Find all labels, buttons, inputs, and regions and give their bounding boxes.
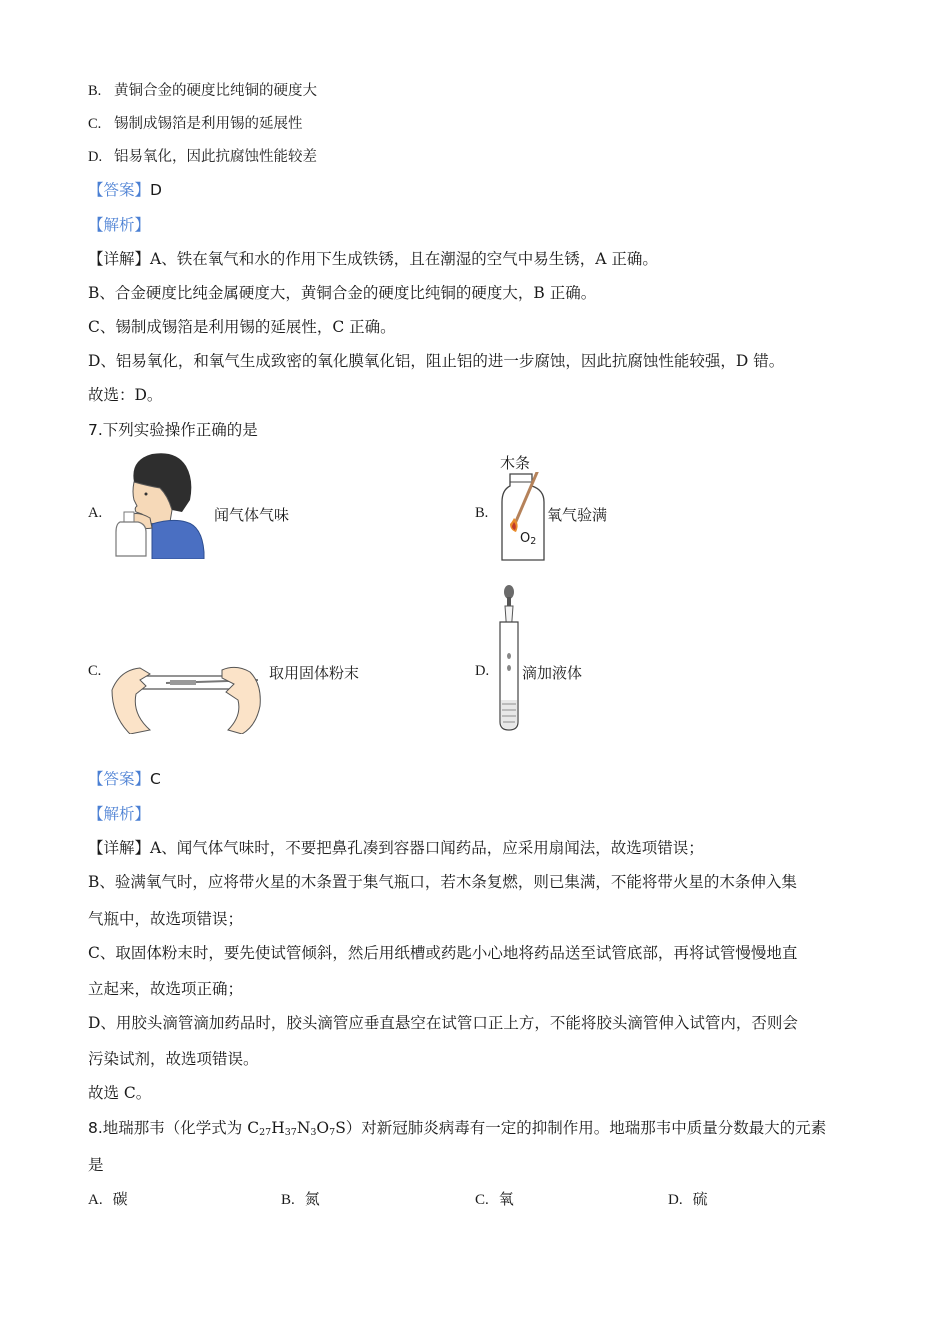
q8-choice-b: B. 氮 — [281, 1190, 320, 1208]
q8-stem: 8.地瑞那韦（化学式为 $C_{27}H_{37}N_3O_7S$）对新冠肺炎病毒有一定的抑制作用。地瑞那韦中质量分数最大的元素 — [88, 1119, 827, 1138]
option-key: D. — [88, 149, 103, 165]
question-number: 7. — [88, 421, 103, 439]
q7-conclusion: 故选 C。 — [88, 1084, 152, 1102]
solid-powder-figure — [110, 650, 265, 734]
q6-detail-line-3: C、锡制成锡箔是利用锡的延展性，C 正确。 — [88, 318, 396, 336]
option-key: B. — [88, 83, 102, 99]
q7-option-d-caption: 滴加液体 — [522, 664, 583, 682]
q8-stem-line-2: 是 — [88, 1156, 104, 1174]
q7-stem: 7.下列实验操作正确的是 — [88, 421, 258, 439]
q6-detail-line-2: B、合金硬度比纯金属硬度大，黄铜合金的硬度比纯铜的硬度大，B 正确。 — [88, 284, 597, 302]
option-text: 铝易氧化，因此抗腐蚀性能较差 — [114, 149, 317, 165]
q7-detail-line-1: 【详解】A、闻气体气味时，不要把鼻孔凑到容器口闻药品，应采用扇闻法，故选项错误； — [88, 839, 704, 857]
q7-detail-line-7: 污染试剂，故选项错误。 — [88, 1050, 259, 1068]
q7-detail-line-5: 立起来，故选项正确； — [88, 980, 244, 998]
detail-tag: 【详解】 — [88, 250, 151, 268]
q7-option-b-key: B. — [475, 505, 489, 521]
q7-answer — [88, 768, 161, 790]
q6-option-b — [88, 80, 317, 102]
question-number: 8. — [88, 1119, 103, 1137]
q8-choice-d: D. 硫 — [668, 1190, 708, 1208]
answer-tag: 【答案】 — [88, 181, 151, 199]
q6-detail-line-1: 【详解】A、铁在氧气和水的作用下生成铁锈，且在潮湿的空气中易生锈，A 正确。 — [88, 250, 658, 268]
q7-detail-line-6: D、用胶头滴管滴加药品时，胶头滴管应垂直悬空在试管口正上方，不能将胶头滴管伸入试管内，否则会 — [88, 1014, 798, 1032]
q6-option-d — [88, 146, 317, 168]
q7-detail-line-4: C、取固体粉末时，要先使试管倾斜，然后用纸槽或药匙小心地将药品送至试管底部，再将试管慢慢地直 — [88, 944, 798, 962]
q8-choice-a: A. 碳 — [88, 1190, 128, 1208]
q7-detail-line-3: 气瓶中，故选项错误； — [88, 910, 244, 928]
q6-analysis-tag: 【解析】 — [88, 216, 151, 234]
q8-choice-c: C. 氧 — [475, 1190, 514, 1208]
option-key: C. — [88, 116, 102, 132]
q7-option-a-caption: 闻气体气味 — [214, 506, 290, 524]
q7-option-c-key: C. — [88, 663, 102, 679]
answer-value: D — [150, 181, 162, 199]
q7-option-c-caption: 取用固体粉末 — [269, 664, 360, 682]
oxygen-bottle-figure — [498, 472, 548, 564]
smelling-gas-figure — [112, 452, 207, 559]
q6-option-c — [88, 113, 303, 135]
oxygen-label: $O_2$ — [520, 531, 537, 547]
q7-analysis-tag: 【解析】 — [88, 805, 151, 823]
q7-option-d-key: D. — [475, 663, 490, 679]
answer-value: C — [150, 770, 161, 788]
q7-detail-line-2: B、验满氧气时，应将带火星的木条置于集气瓶口，若木条复燃，则已集满，不能将带火星的木条伸入集 — [88, 873, 797, 891]
answer-tag: 【答案】 — [88, 770, 151, 788]
q7-option-b-caption: 氧气验满 — [547, 506, 608, 524]
dropper-figure — [496, 584, 522, 732]
option-text: 锡制成锡箔是利用锡的延展性 — [114, 116, 303, 132]
q7-option-a-key: A. — [88, 505, 103, 521]
q6-conclusion: 故选：D。 — [88, 386, 163, 404]
option-text: 黄铜合金的硬度比纯铜的硬度大 — [114, 83, 317, 99]
wood-stick-label: 木条 — [500, 454, 531, 472]
q6-answer — [88, 179, 162, 201]
q6-detail-line-4: D、铝易氧化，和氧气生成致密的氧化膜氧化铝，阻止铝的进一步腐蚀，因此抗腐蚀性能较强，D 错。 — [88, 352, 785, 370]
detail-tag: 【详解】 — [88, 839, 151, 857]
